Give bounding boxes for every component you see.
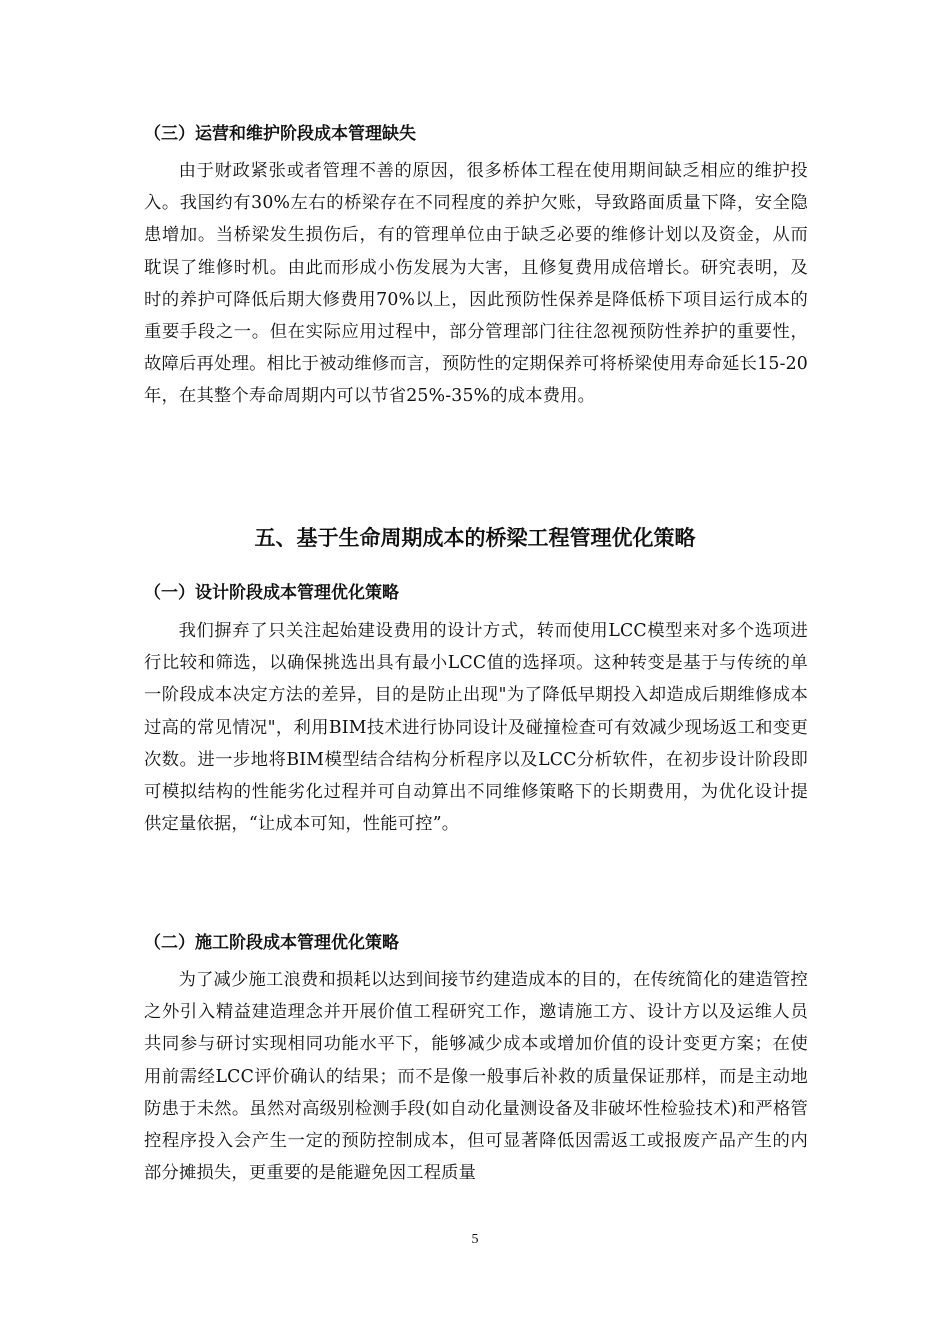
section-heading-construction-stage: （二）施工阶段成本管理优化策略 [144, 933, 399, 953]
section-heading-operation-maintenance: （三）运营和维护阶段成本管理缺失 [144, 124, 416, 144]
page-number: 5 [471, 1232, 479, 1247]
paragraph-construction-stage: 为了减少施工浪费和损耗以达到间接节约建造成本的目的，在传统简化的建造管控之外引入精益建造理念并开展价值工程研究工作，邀请施工方、设计方以及运维人员共同参与研讨实现相同功能水平下，能够减少成本或增加价值的设计变更方案；在使用前需经LCC评价确认的结果；而不是像一般事后补救的质量保证那样，而是主动地防患于未然。虽然对高级别检测手段(如自动化量测设备及非破坏性检验技术)和严格管控程序投入会产生一定的预防控制成本，但可显著降低因需返工或报废产品产生的内部分摊损失，更重要的是能避免因工程质量 [144, 970, 808, 1184]
paragraph-operation-maintenance: 由于财政紧张或者管理不善的原因，很多桥体工程在使用期间缺乏相应的维护投入。我国约有30%左右的桥梁存在不同程度的养护欠账，导致路面质量下降，安全隐患增加。当桥梁发生损伤后，有的管理单位由于缺乏必要的维修计划以及资金，从而耽误了维修时机。由此而形成小伤发展为大害，且修复费用成倍增长。研究表明，及时的养护可降低后期大修费用70%以上，因此预防性保养是降低桥下项目运行成本的重要手段之一。但在实际应用过程中，部分管理部门往往忽视预防性养护的重要性，故障后再处理。相比于被动维修而言，预防性的定期保养可将桥梁使用寿命延长15-20年，在其整个寿命周期内可以节省25%-35%的成本费用。 [144, 161, 808, 407]
paragraph-design-stage: 我们摒弃了只关注起始建设费用的设计方式，转而使用LCC模型来对多个选项进行比较和筛选，以确保挑选出具有最小LCC值的选择项。这种转变是基于与传统的单一阶段成本决定方法的差异，目的是防止出现"为了降低早期投入却造成后期维修成本过高的常见情况"，利用BIM技术进行协同设计及碰撞检查可有效减少现场返工和变更次数。进一步地将BIM模型结合结构分析程序以及LCC分析软件，在初步设计阶段即可模拟结构的性能劣化过程并可自动算出不同维修策略下的长期费用，为优化设计提供定量依据，“让成本可知，性能可控”。 [144, 621, 808, 835]
section-heading-design-stage: （一）设计阶段成本管理优化策略 [144, 583, 399, 603]
chapter-title: 五、基于生命周期成本的桥梁工程管理优化策略 [254, 526, 696, 550]
